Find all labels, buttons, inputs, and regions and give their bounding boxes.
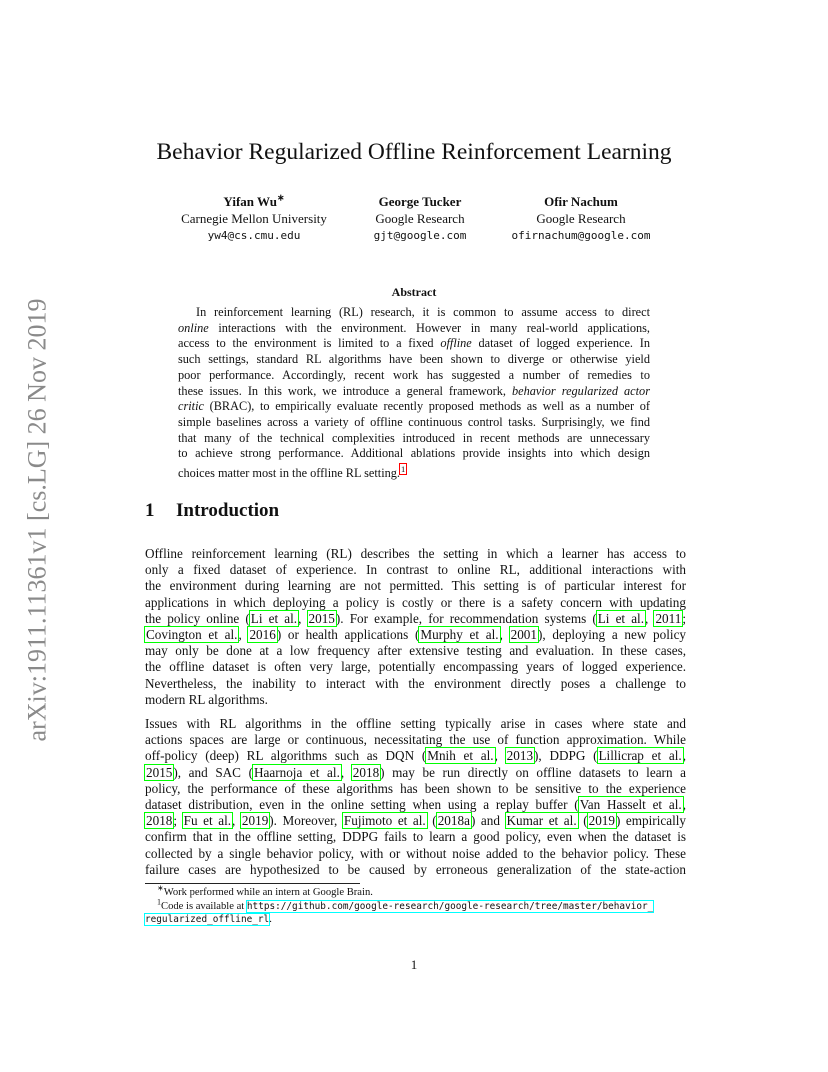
author-name: George Tucker [378, 194, 462, 209]
abstract-line: online interactions with the environment. However in many real-world applications, [178, 320, 650, 335]
author-name: Yifan Wu∗ [223, 192, 285, 209]
abstract-line: choices matter most in the offline RL setting.$^1$ [178, 464, 406, 481]
citation-link[interactable]: Kumar et al. [506, 813, 577, 829]
citation-link[interactable]: Li et al. [250, 610, 298, 626]
paragraph-line: applications in which deploying a policy is costly or there is a safety concern with updating [145, 594, 686, 610]
citation-link[interactable]: Covington et al. [146, 627, 238, 643]
footnote-link-1[interactable]: 1 [400, 464, 406, 475]
citation-link[interactable]: 2001 [510, 627, 537, 643]
intro-paragraph-2 [145, 716, 686, 878]
author-block-3 [500, 194, 662, 244]
section-heading [145, 500, 279, 522]
citation-link[interactable]: Fujimoto et al. [343, 813, 426, 829]
section-number: 1 [145, 500, 155, 521]
paragraph-line: 2018; Fu et al., 2019). Moreover, Fujimoto et al. (2018a) and Kumar et al. (2019) empirically [146, 813, 686, 829]
paragraph-line: off-policy (deep) RL algorithms such as DQN (Mnih et al., 2013), DDPG (Lillicrap et al., [145, 748, 687, 764]
citation-link[interactable]: Van Hasselt et al. [579, 797, 682, 813]
citation-link[interactable]: 2018 [352, 764, 380, 780]
abstract-line: to achieve strong performance. Additional ablations provide insights into which design [178, 446, 650, 461]
citation-link[interactable]: 2018a [437, 813, 470, 829]
author-email: yw4@cs.cmu.edu [207, 229, 301, 242]
citation-link[interactable]: 2019 [241, 813, 269, 829]
footnotes [145, 883, 690, 927]
arxiv-identifier: arXiv:1911.11361v1 [cs.LG] 26 Nov 2019 [22, 298, 51, 742]
citation-link[interactable]: 2019 [588, 813, 615, 829]
citation-link[interactable]: Haarnoja et al. [253, 764, 340, 780]
paragraph-line: Offline reinforcement learning (RL) describes the setting in which a learner has access to [145, 546, 686, 561]
footnote-divider [145, 883, 360, 884]
citation-link[interactable]: Murphy et al. [420, 627, 499, 643]
author-block-1 [170, 194, 338, 244]
abstract-line: that many of the technical complexities introduced in recent methods are unnecessary [178, 430, 650, 445]
paragraph-line: Issues with RL algorithms in the offline setting typically arise in cases where state and [145, 716, 686, 731]
abstract-line: these issues. In this work, we introduce a general framework, behavior regularized actor [178, 383, 650, 398]
citation-link[interactable]: 2015 [308, 610, 335, 626]
paragraph-line: Nevertheless, the inability to interact with the environment directly poses a challenge to [145, 675, 686, 691]
author-email: gjt@google.com [373, 229, 467, 242]
citation-link[interactable]: 2013 [506, 748, 534, 764]
paper-title: Behavior Regularized Offline Reinforcement Learning [156, 139, 672, 165]
abstract-line: critic (BRAC), to empirically evaluate recently proposed methods as well as a number of [178, 399, 650, 414]
intro-paragraph-1 [145, 546, 686, 708]
paragraph-line: the policy online (Li et al., 2015). For example, for recommendation systems (Li et al., 2011; [145, 610, 687, 626]
author-affiliation: Google Research [536, 211, 626, 226]
paragraph-line: policy, the performance of these algorithms has been shown to be sensitive to the experience [145, 780, 686, 796]
author-affiliation: Carnegie Mellon University [181, 211, 327, 226]
abstract-line: access to the environment is limited to a fixed offline dataset of logged experience. In [178, 336, 650, 351]
abstract-line: such settings, standard RL algorithms have been shown to diverge or otherwise yield [178, 352, 650, 367]
footnote-2: $^1$Code is available at https://github.com/google-research/google-research/tree/master/behavior_ [157, 896, 654, 912]
arxiv-sidebar-stamp [20, 282, 54, 758]
author-email: ofirnachum@google.com [511, 229, 651, 242]
author-block-2 [352, 194, 488, 244]
citation-link[interactable]: Lillicrap et al. [598, 748, 682, 764]
section-title: Introduction [176, 500, 280, 521]
author-affiliation: Google Research [375, 211, 465, 226]
abstract-body [178, 305, 650, 482]
paragraph-line: may only be done at a low frequency after extensive testing and evaluation. In these cases, [145, 643, 686, 659]
abstract-line: simple baselines across a variety of offline continuous control tasks. Surprisingly, we find [178, 414, 650, 429]
citation-link[interactable]: Mnih et al. [427, 748, 494, 764]
footnote-1: ∗Work performed while an intern at Google Brain. [157, 883, 373, 898]
paragraph-line: the offline dataset is often very large, potentially encompassing years of logged experience. [145, 659, 686, 675]
author-footnote-mark[interactable]: ∗ [277, 192, 285, 203]
citation-link[interactable]: 2016 [249, 627, 276, 643]
abstract-line: poor performance. Accordingly, recent work has suggested a number of remedies to [178, 367, 650, 382]
citation-link[interactable]: Li et al. [597, 610, 645, 626]
paragraph-line: collected by a single behavior policy, with or without noise added to the behavior policy. These [145, 845, 686, 861]
abstract-line: In reinforcement learning (RL) research, it is common to assume access to direct [196, 305, 650, 319]
paragraph-line: modern RL algorithms. [145, 691, 268, 707]
paragraph-line: Covington et al., 2016) or health applications (Murphy et al., 2001), deploying a new policy [146, 627, 687, 643]
paragraph-line: 2015), and SAC (Haarnoja et al., 2018) may be run directly on offline datasets to learn a [146, 764, 686, 780]
citation-link[interactable]: Fu et al. [183, 813, 232, 829]
paragraph-line: dataset distribution, even in the online setting when using a replay buffer (Van Hasselt et al., [145, 797, 686, 813]
paragraph-line: confirm that in the offline setting, DDPG fails to learn a good policy, even when the dataset is [145, 829, 686, 845]
paragraph-line: the environment during learning are not permitted. This setting is of particular interest for [145, 578, 686, 594]
code-url-link[interactable]: https://github.com/google-research/google-research/tree/master/behavior_ [246, 900, 654, 912]
footnote-2-continued: regularized_offline_rl. [145, 914, 272, 925]
paragraph-line: only a fixed dataset of experience. In contrast to online RL, additional interactions with [145, 562, 686, 578]
abstract-heading: Abstract [391, 285, 437, 299]
citation-link[interactable]: 2015 [146, 764, 173, 780]
paragraph-line: actions spaces are large or continuous, necessitating the use of function approximation. While [145, 732, 686, 748]
citation-link[interactable]: 2018 [146, 813, 173, 829]
author-name: Ofir Nachum [544, 194, 618, 209]
code-url-link-continued[interactable]: regularized_offline_rl [145, 914, 270, 925]
page-number: 1 [410, 957, 418, 972]
citation-link[interactable]: 2011 [655, 610, 682, 626]
paragraph-line: failure cases are hypothesized to be caused by erroneous generalization of the state-action [145, 861, 686, 877]
